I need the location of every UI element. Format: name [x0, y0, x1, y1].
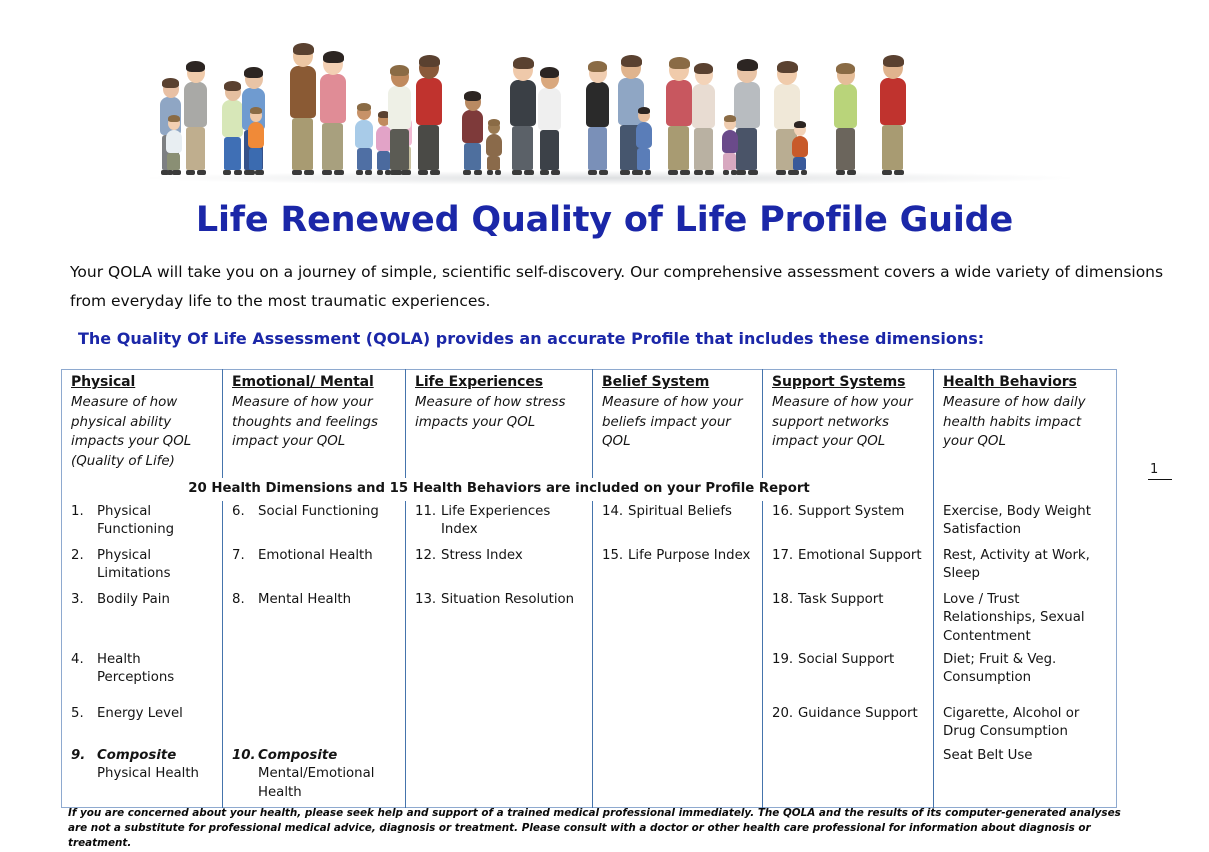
person-shoe [731, 170, 737, 175]
person-hair [669, 57, 690, 69]
table-cell [223, 501, 406, 545]
dimensions-table [61, 369, 1117, 808]
person-legs [637, 148, 650, 170]
table-cell [593, 649, 763, 703]
dimension-number: 15. [602, 547, 624, 563]
person-hair [724, 115, 737, 122]
dimension-item [71, 651, 216, 688]
column-description: Measure of how stress impacts your QOL [415, 395, 566, 430]
column-header-cell [406, 370, 593, 479]
dimension-item [602, 503, 756, 522]
person-legs [249, 148, 262, 170]
table-cell [406, 703, 593, 745]
table-banner-row [62, 478, 1117, 501]
person-shoe [474, 170, 482, 175]
person-shoe [292, 170, 302, 175]
dimension-number: 12. [415, 547, 437, 563]
person-shoe [680, 170, 690, 175]
person-shoe [390, 170, 399, 175]
table-cell [406, 649, 593, 703]
person-figure [166, 117, 182, 175]
person-legs [322, 123, 343, 170]
person-legs [793, 157, 806, 170]
person-shoe [495, 170, 501, 175]
person-hair [323, 51, 344, 63]
dimension-number: 16. [772, 503, 794, 519]
person-legs [694, 128, 713, 170]
dimension-number: 2. [71, 547, 84, 563]
table-cell [593, 545, 763, 589]
behavior-item: Seat Belt Use [943, 747, 1033, 763]
person-shoe [776, 170, 786, 175]
person-shoe [322, 170, 332, 175]
banner-note: 20 Health Dimensions and 15 Health Behaviors are included on your Profile Report [62, 478, 934, 501]
person-hair [737, 59, 758, 71]
person-torso [538, 88, 561, 130]
table-cell [406, 745, 593, 808]
person-legs [668, 126, 689, 170]
table-cell [62, 649, 223, 703]
person-torso [510, 80, 536, 126]
dimension-number: 20. [772, 705, 794, 721]
column-title: Life Experiences [415, 374, 543, 390]
person-shoe [620, 170, 630, 175]
person-shoe [234, 170, 242, 175]
person-shoe [223, 170, 231, 175]
person-figure [880, 57, 906, 175]
dimension-item [232, 591, 399, 610]
person-torso [880, 78, 906, 125]
person-shoe [334, 170, 344, 175]
person-hair [540, 67, 559, 78]
dimension-label: Composite [258, 747, 338, 763]
column-title: Support Systems [772, 374, 906, 390]
person-legs [588, 127, 607, 170]
page-number: 1 [1148, 462, 1172, 480]
person-legs [357, 148, 372, 170]
dimension-number: 8. [232, 591, 245, 607]
person-shoe [694, 170, 703, 175]
dimension-number: 19. [772, 651, 794, 667]
dimension-label-secondary: Mental/Emotional Health [258, 766, 375, 800]
table-cell [934, 589, 1117, 649]
column-description: Measure of how your thoughts and feelings impact your QOL [232, 395, 378, 449]
dimension-item [415, 547, 586, 566]
person-torso [486, 134, 502, 156]
person-torso [636, 122, 652, 148]
dimension-label: Task Support [798, 591, 884, 607]
behavior-item: Diet; Fruit & Veg. Consumption [943, 651, 1057, 685]
person-shoe [894, 170, 904, 175]
person-hair [836, 63, 855, 74]
person-shoe [524, 170, 534, 175]
dimension-item [772, 705, 927, 724]
table-row [62, 501, 1117, 545]
dimension-label: Emotional Support [798, 547, 922, 563]
people-illustration [150, 14, 1070, 189]
person-torso [666, 80, 692, 126]
person-shoe [197, 170, 206, 175]
person-shoe [430, 170, 440, 175]
person-hair [694, 63, 713, 74]
dimension-number: 9. [71, 747, 86, 763]
person-shoe [793, 170, 799, 175]
dimension-item [71, 747, 216, 766]
dimension-number: 3. [71, 591, 84, 607]
person-figure [792, 123, 808, 175]
person-legs [186, 127, 205, 170]
table-cell [934, 649, 1117, 703]
person-shoe [801, 170, 807, 175]
column-title: Emotional/ Mental [232, 374, 374, 390]
person-shoe [463, 170, 471, 175]
person-torso [166, 130, 182, 153]
table-cell [763, 589, 934, 649]
dimension-number: 5. [71, 705, 84, 721]
disclaimer-text: If you are concerned about your health, please seek help and support of a trained medical professional immediately. The QOLA and the results of its computer-generated analyses are not a substitute for professional medical advice, diagnosis or treatment. Please consult with a doctor or other health care professional for information about diagnosis or treatment. [68, 807, 1121, 849]
column-description: Measure of how physical ability impacts your QOL (Quality of Life) [71, 395, 192, 469]
floor-shadow [150, 171, 1070, 185]
person-shoe [356, 170, 363, 175]
person-hair [777, 61, 798, 73]
person-torso [586, 82, 609, 127]
person-shoe [836, 170, 845, 175]
person-shoe [512, 170, 522, 175]
dimension-label: Energy Level [97, 705, 183, 721]
dimension-label: Composite [97, 747, 177, 763]
table-row [62, 589, 1117, 649]
person-torso [462, 110, 483, 143]
dimension-item [71, 547, 216, 584]
person-shoe [748, 170, 758, 175]
table-cell [223, 649, 406, 703]
table-cell [934, 501, 1117, 545]
person-hair [513, 57, 534, 69]
dimension-item [71, 591, 216, 610]
dimension-number: 17. [772, 547, 794, 563]
dimension-item [71, 705, 216, 724]
table-cell [62, 589, 223, 649]
person-figure [222, 83, 243, 175]
person-legs [736, 128, 757, 170]
dimension-label: Emotional Health [258, 547, 373, 563]
behavior-item: Love / Trust Relationships, Sexual Contentment [943, 591, 1085, 644]
person-torso [320, 74, 346, 123]
dimension-item [772, 547, 927, 566]
behavior-item: Exercise, Body Weight Satisfaction [943, 503, 1091, 537]
person-hair [621, 55, 642, 67]
dimension-number: 7. [232, 547, 245, 563]
dimension-number: 13. [415, 591, 437, 607]
person-legs [836, 128, 855, 170]
column-header-cell [62, 370, 223, 479]
table-row [62, 745, 1117, 808]
dimension-item [71, 503, 216, 540]
dimension-label: Health Perceptions [97, 651, 175, 685]
person-shoe [599, 170, 608, 175]
person-shoe [175, 170, 181, 175]
person-legs [512, 126, 533, 170]
person-torso [184, 82, 207, 127]
table-header-row [62, 370, 1117, 479]
dimension-label: Social Functioning [258, 503, 379, 519]
column-title: Belief System [602, 374, 710, 390]
person-figure [692, 65, 715, 175]
dimension-item [602, 547, 756, 566]
intro-block [70, 258, 1180, 354]
dimension-label: Bodily Pain [97, 591, 170, 607]
dimension-number: 4. [71, 651, 84, 667]
table-cell [763, 545, 934, 589]
person-torso [792, 136, 808, 157]
dimension-label: Physical Functioning [97, 503, 175, 537]
column-header-cell [593, 370, 763, 479]
column-header-cell [763, 370, 934, 479]
person-hair [244, 67, 263, 78]
table-cell [223, 745, 406, 808]
person-torso [222, 100, 243, 137]
person-shoe [723, 170, 729, 175]
person-shoe [551, 170, 560, 175]
table-cell [62, 703, 223, 745]
person-shoe [882, 170, 892, 175]
person-hair [419, 55, 440, 67]
table-cell [763, 649, 934, 703]
dimension-label: Stress Index [441, 547, 523, 563]
page-title: Life Renewed Quality of Life Profile Guide [195, 200, 1014, 240]
table-row [62, 649, 1117, 703]
person-shoe [668, 170, 678, 175]
dimension-label: Guidance Support [798, 705, 918, 721]
column-title: Health Behaviors [943, 374, 1077, 390]
person-legs [418, 125, 439, 170]
table-cell [62, 745, 223, 808]
table-cell [406, 545, 593, 589]
dimension-item [772, 651, 927, 670]
person-hair [794, 121, 807, 128]
dimension-label-secondary: Physical Health [97, 766, 199, 781]
dimension-item [232, 747, 399, 766]
table-cell [763, 703, 934, 745]
table-cell [934, 545, 1117, 589]
person-torso [416, 78, 442, 125]
table-cell [406, 501, 593, 545]
person-torso [290, 66, 316, 118]
person-figure [538, 69, 561, 175]
table-row [62, 545, 1117, 589]
people-banner-image [150, 14, 1070, 189]
person-hair [390, 65, 409, 76]
person-shoe [705, 170, 714, 175]
person-figure [636, 109, 652, 175]
person-hair [883, 55, 904, 67]
person-legs [464, 143, 481, 170]
dimension-label: Life Experiences Index [441, 503, 551, 537]
person-shoe [637, 170, 643, 175]
person-figure [486, 121, 502, 175]
column-description: Measure of how your support networks impact your QOL [772, 395, 913, 449]
dimension-number: 10. [232, 747, 256, 763]
banner-spacer [934, 478, 1117, 501]
person-shoe [167, 170, 173, 175]
person-shoe [257, 170, 263, 175]
person-figure [416, 57, 442, 175]
person-shoe [645, 170, 651, 175]
intro-highlight: The Quality Of Life Assessment (QOLA) provides an accurate Profile that includes these dimensions: [78, 329, 985, 348]
dimension-item [232, 503, 399, 522]
person-legs [723, 153, 736, 170]
person-legs [167, 153, 180, 170]
person-legs [540, 130, 559, 170]
person-figure [290, 45, 316, 175]
dimension-label: Support System [798, 503, 905, 519]
person-torso [692, 84, 715, 128]
dimension-item [415, 503, 586, 540]
person-hair [186, 61, 205, 72]
person-hair [464, 91, 481, 101]
person-legs [390, 129, 409, 170]
dimension-item [415, 591, 586, 610]
person-figure [462, 93, 483, 175]
person-figure [355, 105, 373, 175]
table-cell [223, 703, 406, 745]
person-hair [588, 61, 607, 72]
person-torso [834, 84, 857, 128]
person-shoe [304, 170, 314, 175]
dimension-number: 18. [772, 591, 794, 607]
person-hair [250, 107, 263, 114]
person-figure [834, 65, 857, 175]
person-figure [666, 59, 692, 175]
table-cell [62, 501, 223, 545]
dimension-label: Social Support [798, 651, 895, 667]
person-shoe [418, 170, 428, 175]
behavior-item: Rest, Activity at Work, Sleep [943, 547, 1090, 581]
table-cell [593, 589, 763, 649]
person-hair [162, 78, 179, 88]
column-header-cell [934, 370, 1117, 479]
column-description: Measure of how your beliefs impact your QOL [602, 395, 743, 449]
person-shoe [365, 170, 372, 175]
person-shoe [186, 170, 195, 175]
person-hair [293, 43, 314, 55]
table-cell [62, 545, 223, 589]
person-shoe [588, 170, 597, 175]
dimension-item [772, 591, 927, 610]
dimension-number: 11. [415, 503, 437, 519]
column-description: Measure of how daily health habits impact your QOL [943, 395, 1086, 449]
table-cell [763, 501, 934, 545]
table-cell [763, 745, 934, 808]
dimension-label: Life Purpose Index [628, 547, 751, 563]
table-row [62, 703, 1117, 745]
person-shoe [847, 170, 856, 175]
dimension-label: Situation Resolution [441, 591, 575, 607]
person-torso [248, 122, 264, 148]
person-hair [357, 103, 372, 111]
dimension-label: Physical Limitations [97, 547, 171, 581]
person-hair [488, 119, 501, 126]
person-figure [586, 63, 609, 175]
person-figure [248, 109, 264, 175]
dimension-number: 14. [602, 503, 624, 519]
person-shoe [540, 170, 549, 175]
person-torso [355, 120, 373, 148]
person-hair [168, 115, 181, 122]
table-cell [223, 589, 406, 649]
table-cell [934, 745, 1117, 808]
dimension-label: Mental Health [258, 591, 352, 607]
person-shoe [249, 170, 255, 175]
intro-paragraph: Your QOLA will take you on a journey of simple, scientific self-discovery. Our comprehensive assessment covers a wide variety of dimensions from everyday life to the most traumatic experiences. [70, 263, 1164, 310]
person-figure [388, 67, 411, 175]
dimension-item [772, 503, 927, 522]
person-shoe [487, 170, 493, 175]
table-cell [593, 501, 763, 545]
behavior-item: Cigarette, Alcohol or Drug Consumption [943, 705, 1080, 739]
person-torso [722, 130, 738, 153]
table-cell [406, 589, 593, 649]
column-header-cell [223, 370, 406, 479]
person-legs [487, 156, 500, 170]
table-cell [223, 545, 406, 589]
person-hair [638, 107, 651, 114]
person-shoe [377, 170, 383, 175]
person-figure [184, 63, 207, 175]
person-legs [292, 118, 313, 170]
person-hair [224, 81, 241, 91]
dimension-item [232, 547, 399, 566]
table-cell [593, 703, 763, 745]
table-cell [934, 703, 1117, 745]
dimension-label: Spiritual Beliefs [628, 503, 732, 519]
person-figure [722, 117, 738, 175]
person-figure [510, 59, 536, 175]
dimension-number: 1. [71, 503, 84, 519]
person-legs [882, 125, 903, 170]
dimension-number: 6. [232, 503, 245, 519]
person-shoe [401, 170, 410, 175]
person-torso [388, 86, 411, 129]
table-cell [593, 745, 763, 808]
column-title: Physical [71, 374, 136, 390]
person-legs [224, 137, 241, 170]
person-figure [320, 53, 346, 175]
